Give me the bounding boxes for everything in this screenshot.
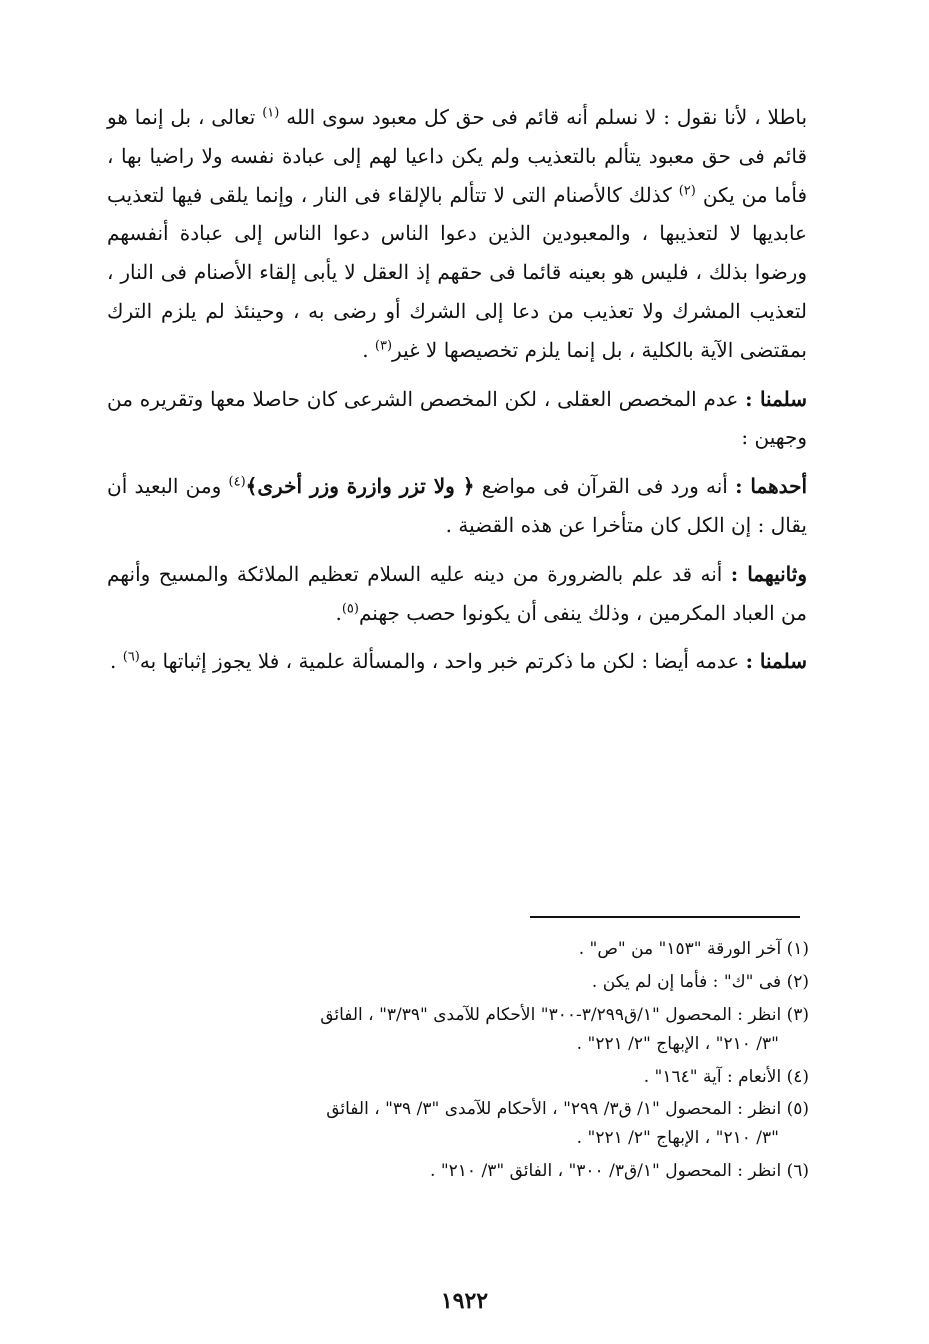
quran-verse: ﴿ ولا تزر وازرة وزر أخرى﴾	[245, 474, 475, 499]
p4-end: .	[335, 600, 342, 625]
paragraph-3	[107, 467, 807, 545]
paragraph-1	[107, 98, 807, 370]
p4-lead: وثانيهما :	[730, 561, 807, 586]
footnote-ref-6: (٦)	[122, 649, 140, 665]
footnote-text: فى "ك" : فأما إن لم يكن .	[591, 971, 782, 992]
p1-text: باطلا ، لأنا نقول : لا نسلم أنه قائم فى حق كل معبود سوى الله	[286, 105, 808, 129]
footnote-text: انظر : المحصول "١/ ق٣/ ٢٩٩" ، الأحكام للآمدى "٣/ ٣٩" ، الفائق	[326, 1099, 782, 1120]
p5-end: .	[110, 649, 123, 674]
footnote-separator	[530, 916, 800, 918]
p2-text: عدم المخصص العقلى ، لكن المخصص الشرعى كان حاصلا معها وتقريره من وجهين :	[107, 386, 807, 450]
footnote-ref-4: (٤)	[228, 474, 246, 490]
footnote-continuation: "٣/ ٢١٠" ، الإبهاج "٢/ ٢٢١" .	[576, 1033, 779, 1054]
p3-lead: أحدهما :	[735, 474, 808, 499]
p1-text-2: تعالى ، بل إنما هو قائم فى حق معبود يتألم بالتعذيب ولم يكن داعيا لهم إلى عبادة نفسه ولا راضيا بها ، فأما من يكن	[107, 105, 808, 207]
p3-text-2: ومن البعيد أن يقال : إن الكل كان متأخرا عن هذه القضية .	[107, 474, 807, 537]
footnote-text: انظر : المحصول "١/ق٣/٢٩٩-٣٠٠" الأحكام للآمدى "٣/٣٩" ، الفائق	[320, 1004, 782, 1025]
footnote-ref-3: (٣)	[374, 338, 393, 354]
footnotes	[104, 935, 809, 1190]
footnote-text: الأنعام : آية "١٦٤" .	[643, 1066, 782, 1087]
page-number: ١٩٢٢	[440, 1288, 489, 1314]
footnote-4	[104, 1063, 809, 1092]
footnote-2	[104, 968, 809, 997]
footnote-text: آخر الورقة "١٥٣" من "ص" .	[578, 939, 782, 959]
paragraph-4	[107, 555, 807, 633]
p1-end: .	[362, 337, 375, 362]
paragraph-2	[107, 380, 807, 458]
footnote-1	[104, 935, 809, 964]
footnote-ref-5: (٥)	[341, 600, 359, 616]
footnote-continuation: "٣/ ٢١٠" ، الإبهاج "٢/ ٢٢١" .	[576, 1128, 779, 1149]
p5-lead: سلمنا :	[745, 649, 807, 674]
footnote-text: انظر : المحصول "١/ق٣/ ٣٠٠" ، الفائق "٣/ ٢١٠" .	[430, 1161, 782, 1182]
footnote-number: (١)	[786, 939, 809, 959]
footnote-number: (٥)	[786, 1099, 809, 1120]
p4-text: أنه قد علم بالضرورة من دينه عليه السلام تعظيم الملائكة والمسيح وأنهم من العباد المكرمين ، وذلك ينفى أن يكونوا حصب جهنم	[107, 561, 807, 625]
footnote-5	[104, 1095, 809, 1153]
footnote-number: (٢)	[786, 971, 809, 992]
paragraph-5	[107, 642, 807, 681]
p2-lead: سلمنا :	[745, 386, 808, 411]
p5-text: عدمه أيضا : لكن ما ذكرتم خبر واحد ، والمسألة علمية ، فلا يجوز إثباتها به	[139, 649, 740, 674]
footnote-number: (٦)	[786, 1161, 809, 1182]
footnote-ref-2: (٢)	[678, 182, 696, 198]
footnote-number: (٣)	[786, 1004, 809, 1025]
p3-text: أنه ورد فى القرآن فى مواضع	[481, 474, 728, 499]
footnote-3	[104, 1001, 809, 1059]
footnote-number: (٤)	[786, 1066, 809, 1087]
p1-text-3: كذلك كالأصنام التى لا تتألم بالإلقاء فى النار ، وإنما يلقى فيها لتعذيب عابديها لا لتعذيبها ، والمعبودين الذين دعوا الناس دعوا الناس إلى عبادة أنفسهم ورضوا بذلك ، فليس هو بعينه قائما فى حقهم إذ العقل لا يأبى إلقاء الأصنام فى النار ، لتعذيب المشرك ولا تعذيب من دعا إلى الشرك أو رضى به ، وحينئذ لم يلزم الترك بمقتضى الآية بالكلية ، بل إنما يلزم تخصيصها لا غير	[107, 182, 807, 362]
footnote-6	[104, 1157, 809, 1186]
footnote-ref-1: (١)	[262, 105, 280, 121]
main-text	[107, 98, 807, 681]
